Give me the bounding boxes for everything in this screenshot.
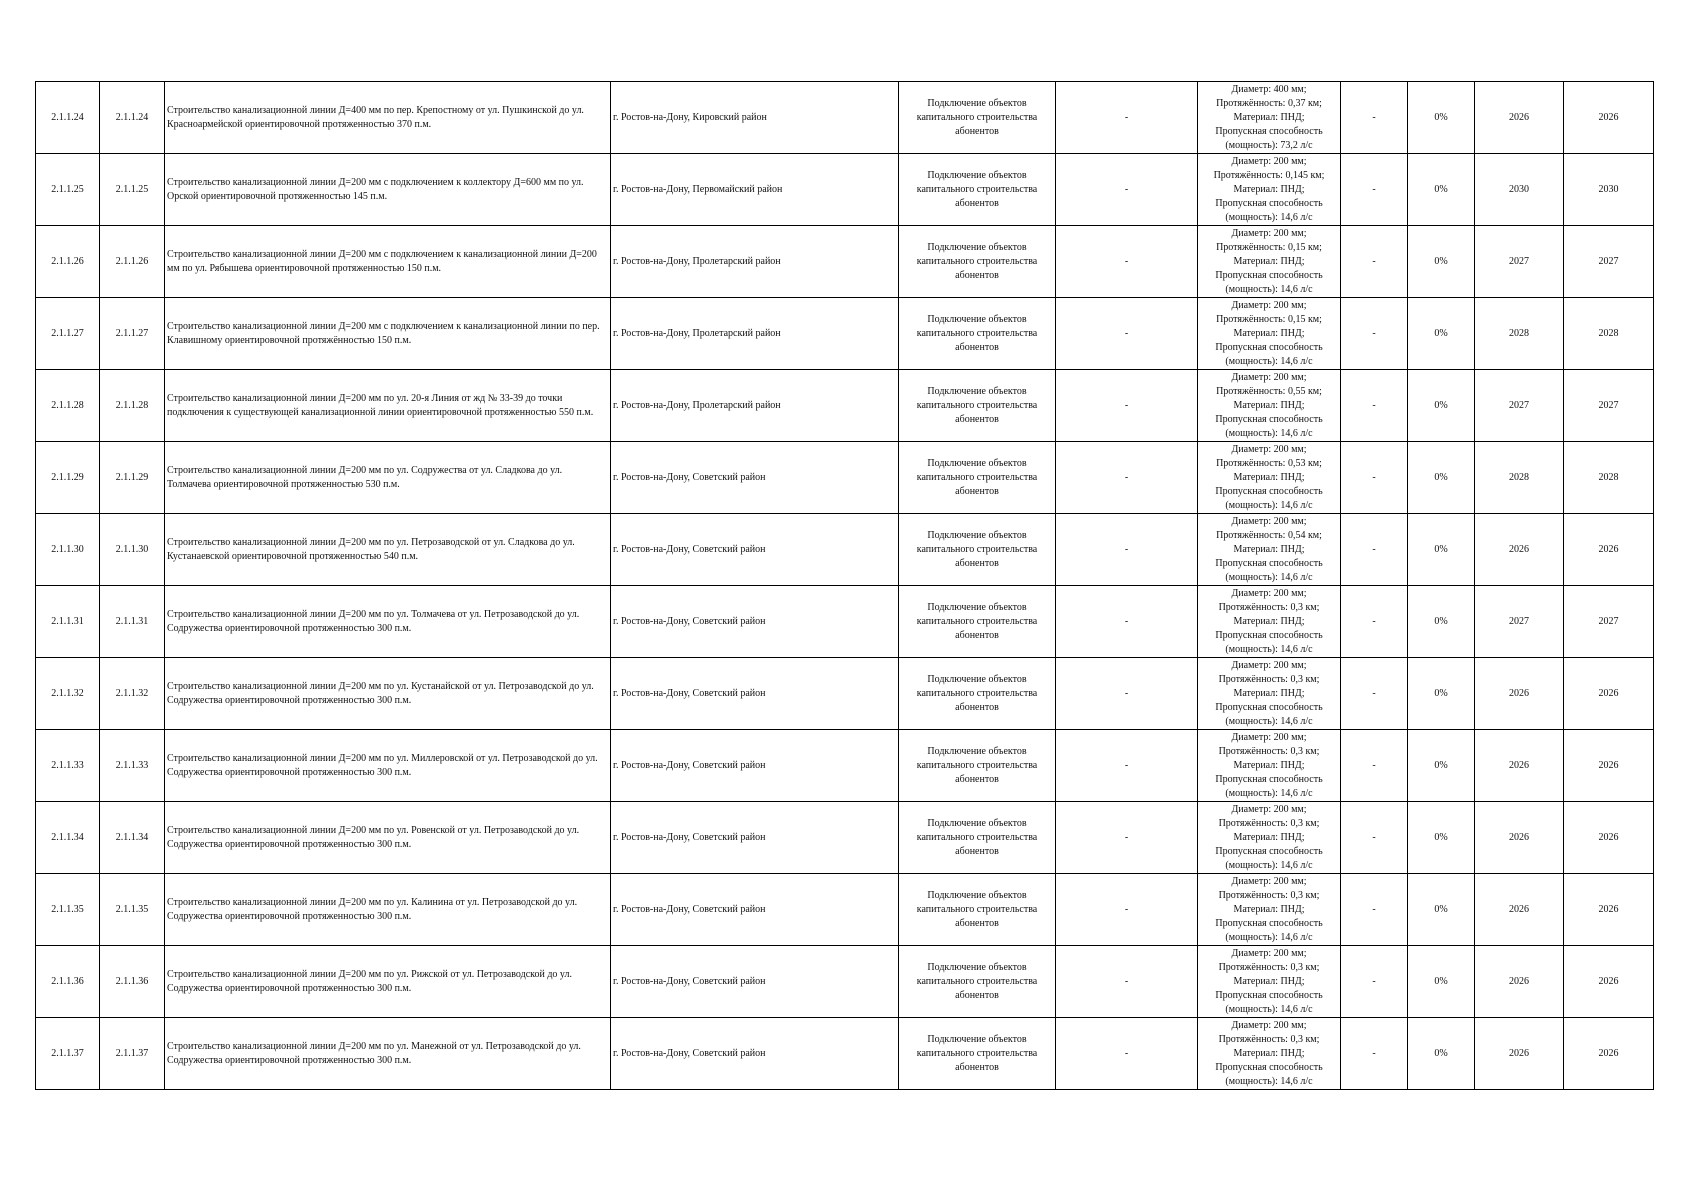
cell-number: 2.1.1.37 [36,1018,100,1090]
cell-specs [1198,874,1341,946]
cell-dash: - [1056,370,1198,442]
spec-line: Протяжённость: 0,3 км; [1218,745,1320,757]
cell-number: 2.1.1.31 [36,586,100,658]
spec-line: Протяжённость: 0,15 км; [1216,241,1322,253]
cell-location: г. Ростов-на-Дону, Советский район [611,442,899,514]
cell-location: г. Ростов-на-Дону, Кировский район [611,82,899,154]
spec-line: Материал: ПНД; [1233,327,1305,339]
cell-purpose: Подключение объектов капитального строительства абонентов [899,298,1056,370]
cell-dash: - [1056,1018,1198,1090]
cell-code: 2.1.1.28 [100,370,165,442]
spec-line: Материал: ПНД; [1233,831,1305,843]
spec-line: Диаметр: 200 мм; [1231,659,1307,671]
spec-line: Протяжённость: 0,37 км; [1216,97,1322,109]
cell-description: Строительство канализационной линии Д=200 мм по ул. Ровенской от ул. Петрозаводской до ул. Содружества ориентировочной протяженностью 300 п.м. [165,802,611,874]
cell-purpose: Подключение объектов капитального строительства абонентов [899,1018,1056,1090]
cell-location: г. Ростов-на-Дону, Пролетарский район [611,298,899,370]
cell-year-end: 2026 [1564,946,1654,1018]
spec-line: Диаметр: 200 мм; [1231,587,1307,599]
spec-line: (мощность): 14,6 л/с [1225,211,1313,223]
table-row [36,946,1654,1018]
cell-purpose: Подключение объектов капитального строительства абонентов [899,514,1056,586]
cell-location: г. Ростов-на-Дону, Пролетарский район [611,370,899,442]
cell-percent: 0% [1408,730,1475,802]
cell-location: г. Ростов-на-Дону, Советский район [611,946,899,1018]
spec-line: Диаметр: 200 мм; [1231,227,1307,239]
spec-line: (мощность): 14,6 л/с [1225,715,1313,727]
spec-line: (мощность): 14,6 л/с [1225,1003,1313,1015]
cell-dash: - [1056,586,1198,658]
spec-line: Диаметр: 200 мм; [1231,731,1307,743]
cell-code: 2.1.1.31 [100,586,165,658]
spec-line: Диаметр: 200 мм; [1231,299,1307,311]
spec-line: Пропускная способность [1215,125,1323,137]
cell-dash: - [1341,730,1408,802]
spec-line: (мощность): 14,6 л/с [1225,859,1313,871]
cell-year-end: 2027 [1564,226,1654,298]
cell-number: 2.1.1.32 [36,658,100,730]
cell-year-end: 2027 [1564,370,1654,442]
spec-line: Материал: ПНД; [1233,183,1305,195]
cell-purpose: Подключение объектов капитального строительства абонентов [899,82,1056,154]
cell-purpose: Подключение объектов капитального строительства абонентов [899,730,1056,802]
spec-line: Протяжённость: 0,3 км; [1218,817,1320,829]
spec-line: Пропускная способность [1215,557,1323,569]
spec-line: Материал: ПНД; [1233,111,1305,123]
cell-number: 2.1.1.27 [36,298,100,370]
cell-location: г. Ростов-на-Дону, Советский район [611,586,899,658]
cell-code: 2.1.1.27 [100,298,165,370]
spec-line: Пропускная способность [1215,485,1323,497]
cell-dash: - [1341,370,1408,442]
spec-line: Протяжённость: 0,3 км; [1218,601,1320,613]
cell-number: 2.1.1.26 [36,226,100,298]
cell-location: г. Ростов-на-Дону, Первомайский район [611,154,899,226]
spec-line: (мощность): 14,6 л/с [1225,355,1313,367]
cell-year-end: 2030 [1564,154,1654,226]
cell-specs [1198,658,1341,730]
spec-line: (мощность): 14,6 л/с [1225,787,1313,799]
cell-dash: - [1341,442,1408,514]
table-row [36,1018,1654,1090]
cell-year-end: 2027 [1564,586,1654,658]
cell-number: 2.1.1.33 [36,730,100,802]
cell-purpose: Подключение объектов капитального строительства абонентов [899,442,1056,514]
cell-percent: 0% [1408,154,1475,226]
cell-year-end: 2026 [1564,658,1654,730]
cell-percent: 0% [1408,298,1475,370]
table-row [36,658,1654,730]
cell-code: 2.1.1.26 [100,226,165,298]
table-row [36,298,1654,370]
cell-code: 2.1.1.33 [100,730,165,802]
spec-line: Протяжённость: 0,54 км; [1216,529,1322,541]
spec-line: Материал: ПНД; [1233,543,1305,555]
cell-percent: 0% [1408,226,1475,298]
spec-line: Протяжённость: 0,3 км; [1218,1033,1320,1045]
spec-line: (мощность): 14,6 л/с [1225,571,1313,583]
cell-specs [1198,154,1341,226]
cell-percent: 0% [1408,514,1475,586]
spec-line: Протяжённость: 0,3 км; [1218,673,1320,685]
cell-specs [1198,442,1341,514]
cell-description: Строительство канализационной линии Д=200 мм с подключением к коллектору Д=600 мм по ул. Орской ориентировочной протяженностью 145 п.м. [165,154,611,226]
cell-description: Строительство канализационной линии Д=200 мм с подключением к канализационной линии Д=200 мм по ул. Рябышева ориентировочной протяженностью 150 п.м. [165,226,611,298]
cell-specs [1198,1018,1341,1090]
cell-year-start: 2026 [1475,82,1564,154]
cell-dash: - [1341,586,1408,658]
spec-line: Протяжённость: 0,15 км; [1216,313,1322,325]
cell-code: 2.1.1.35 [100,874,165,946]
spec-line: Материал: ПНД; [1233,687,1305,699]
cell-dash: - [1056,514,1198,586]
cell-code: 2.1.1.32 [100,658,165,730]
cell-number: 2.1.1.34 [36,802,100,874]
spec-line: Протяжённость: 0,53 км; [1216,457,1322,469]
cell-location: г. Ростов-на-Дону, Советский район [611,730,899,802]
cell-dash: - [1056,154,1198,226]
spec-line: (мощность): 14,6 л/с [1225,1075,1313,1087]
spec-line: Пропускная способность [1215,269,1323,281]
cell-percent: 0% [1408,802,1475,874]
cell-description: Строительство канализационной линии Д=200 мм по ул. Содружества от ул. Сладкова до ул. Толмачева ориентировочной протяженностью 530 п.м. [165,442,611,514]
cell-purpose: Подключение объектов капитального строительства абонентов [899,154,1056,226]
table-row [36,802,1654,874]
cell-percent: 0% [1408,442,1475,514]
cell-year-end: 2028 [1564,298,1654,370]
spec-line: Протяжённость: 0,3 км; [1218,889,1320,901]
spec-line: Диаметр: 200 мм; [1231,947,1307,959]
spec-line: Диаметр: 200 мм; [1231,875,1307,887]
cell-year-end: 2026 [1564,82,1654,154]
cell-percent: 0% [1408,658,1475,730]
cell-location: г. Ростов-на-Дону, Советский район [611,802,899,874]
cell-year-start: 2026 [1475,730,1564,802]
spec-line: Пропускная способность [1215,629,1323,641]
cell-dash: - [1341,514,1408,586]
cell-description: Строительство канализационной линии Д=200 мм по ул. Толмачева от ул. Петрозаводской до ул. Содружества ориентировочной протяженностью 300 п.м. [165,586,611,658]
spec-line: Пропускная способность [1215,845,1323,857]
cell-purpose: Подключение объектов капитального строительства абонентов [899,946,1056,1018]
cell-number: 2.1.1.35 [36,874,100,946]
cell-year-start: 2026 [1475,658,1564,730]
cell-number: 2.1.1.24 [36,82,100,154]
cell-purpose: Подключение объектов капитального строительства абонентов [899,802,1056,874]
spec-line: (мощность): 14,6 л/с [1225,931,1313,943]
spec-line: Протяжённость: 0,55 км; [1216,385,1322,397]
spec-line: Протяжённость: 0,3 км; [1218,961,1320,973]
table-row [36,226,1654,298]
spec-line: Материал: ПНД; [1233,255,1305,267]
cell-specs [1198,514,1341,586]
cell-location: г. Ростов-на-Дону, Советский район [611,658,899,730]
cell-purpose: Подключение объектов капитального строительства абонентов [899,370,1056,442]
spec-line: Пропускная способность [1215,341,1323,353]
cell-dash: - [1056,298,1198,370]
cell-number: 2.1.1.30 [36,514,100,586]
table-row [36,586,1654,658]
cell-year-end: 2028 [1564,442,1654,514]
cell-purpose: Подключение объектов капитального строительства абонентов [899,874,1056,946]
cell-code: 2.1.1.34 [100,802,165,874]
spec-line: Материал: ПНД; [1233,759,1305,771]
cell-purpose: Подключение объектов капитального строительства абонентов [899,658,1056,730]
cell-year-start: 2027 [1475,586,1564,658]
cell-percent: 0% [1408,1018,1475,1090]
cell-specs [1198,226,1341,298]
cell-code: 2.1.1.25 [100,154,165,226]
cell-location: г. Ростов-на-Дону, Советский район [611,514,899,586]
cell-dash: - [1056,442,1198,514]
cell-percent: 0% [1408,370,1475,442]
spec-line: Пропускная способность [1215,701,1323,713]
cell-purpose: Подключение объектов капитального строительства абонентов [899,226,1056,298]
spec-line: Материал: ПНД; [1233,1047,1305,1059]
spec-line: Диаметр: 200 мм; [1231,155,1307,167]
spec-line: Пропускная способность [1215,1061,1323,1073]
spec-line: (мощность): 14,6 л/с [1225,499,1313,511]
cell-description: Строительство канализационной линии Д=400 мм по пер. Крепостному от ул. Пушкинской до ул. Красноармейской ориентировочной протяженностью 370 п.м. [165,82,611,154]
table-row [36,82,1654,154]
cell-location: г. Ростов-на-Дону, Советский район [611,1018,899,1090]
cell-specs [1198,298,1341,370]
spec-line: (мощность): 14,6 л/с [1225,427,1313,439]
cell-number: 2.1.1.25 [36,154,100,226]
spec-line: Материал: ПНД; [1233,975,1305,987]
table-row [36,730,1654,802]
spec-line: Материал: ПНД; [1233,399,1305,411]
cell-specs [1198,946,1341,1018]
cell-specs [1198,730,1341,802]
cell-percent: 0% [1408,586,1475,658]
cell-year-end: 2026 [1564,874,1654,946]
cell-code: 2.1.1.30 [100,514,165,586]
cell-description: Строительство канализационной линии Д=200 мм по ул. Петрозаводской от ул. Сладкова до ул. Кустанаевской ориентировочной протяженностью 540 п.м. [165,514,611,586]
spec-line: Пропускная способность [1215,917,1323,929]
spec-line: (мощность): 14,6 л/с [1225,643,1313,655]
cell-dash: - [1056,226,1198,298]
cell-specs [1198,586,1341,658]
cell-dash: - [1056,730,1198,802]
cell-year-start: 2026 [1475,514,1564,586]
cell-dash: - [1341,802,1408,874]
cell-year-end: 2026 [1564,802,1654,874]
spec-line: Пропускная способность [1215,413,1323,425]
spec-line: Диаметр: 200 мм; [1231,371,1307,383]
cell-dash: - [1341,298,1408,370]
cell-description: Строительство канализационной линии Д=200 мм по ул. 20-я Линия от жд № 33-39 до точки подключения к существующей канализационной линии ориентировочной протяженностью 550 п.м. [165,370,611,442]
cell-year-start: 2026 [1475,802,1564,874]
cell-year-end: 2026 [1564,730,1654,802]
cell-code: 2.1.1.36 [100,946,165,1018]
spec-line: Диаметр: 400 мм; [1231,83,1307,95]
cell-percent: 0% [1408,82,1475,154]
cell-dash: - [1341,226,1408,298]
cell-specs [1198,370,1341,442]
cell-dash: - [1341,874,1408,946]
cell-specs [1198,82,1341,154]
spec-line: (мощность): 73,2 л/с [1225,139,1313,151]
spec-line: Диаметр: 200 мм; [1231,1019,1307,1031]
cell-description: Строительство канализационной линии Д=200 мм по ул. Рижской от ул. Петрозаводской до ул. Содружества ориентировочной протяженностью 300 п.м. [165,946,611,1018]
spec-line: Диаметр: 200 мм; [1231,515,1307,527]
cell-purpose: Подключение объектов капитального строительства абонентов [899,586,1056,658]
cell-description: Строительство канализационной линии Д=200 мм по ул. Миллеровской от ул. Петрозаводской до ул. Содружества ориентировочной протяженностью 300 п.м. [165,730,611,802]
cell-year-start: 2026 [1475,1018,1564,1090]
cell-specs [1198,802,1341,874]
cell-code: 2.1.1.24 [100,82,165,154]
cell-description: Строительство канализационной линии Д=200 мм с подключением к канализационной линии по пер. Клавишному ориентировочной протяжённостью 150 п.м. [165,298,611,370]
spec-line: Диаметр: 200 мм; [1231,803,1307,815]
cell-dash: - [1056,874,1198,946]
cell-percent: 0% [1408,874,1475,946]
cell-dash: - [1056,802,1198,874]
cell-year-start: 2030 [1475,154,1564,226]
cell-location: г. Ростов-на-Дону, Пролетарский район [611,226,899,298]
spec-line: Диаметр: 200 мм; [1231,443,1307,455]
cell-code: 2.1.1.29 [100,442,165,514]
projects-table [35,81,1654,1090]
table-row [36,370,1654,442]
spec-line: (мощность): 14,6 л/с [1225,283,1313,295]
cell-number: 2.1.1.36 [36,946,100,1018]
cell-dash: - [1056,946,1198,1018]
cell-description: Строительство канализационной линии Д=200 мм по ул. Калинина от ул. Петрозаводской до ул. Содружества ориентировочной протяженностью 300 п.м. [165,874,611,946]
cell-year-start: 2027 [1475,226,1564,298]
cell-dash: - [1341,1018,1408,1090]
spec-line: Протяжённость: 0,145 км; [1213,169,1325,181]
cell-number: 2.1.1.28 [36,370,100,442]
cell-dash: - [1341,82,1408,154]
table-row [36,874,1654,946]
spec-line: Материал: ПНД; [1233,471,1305,483]
cell-number: 2.1.1.29 [36,442,100,514]
cell-location: г. Ростов-на-Дону, Советский район [611,874,899,946]
spec-line: Пропускная способность [1215,197,1323,209]
cell-dash: - [1341,154,1408,226]
table-row [36,514,1654,586]
cell-year-start: 2028 [1475,442,1564,514]
table-row [36,442,1654,514]
cell-dash: - [1056,658,1198,730]
cell-dash: - [1341,658,1408,730]
cell-dash: - [1056,82,1198,154]
table-row [36,154,1654,226]
cell-year-start: 2026 [1475,946,1564,1018]
cell-year-start: 2027 [1475,370,1564,442]
cell-description: Строительство канализационной линии Д=200 мм по ул. Манежной от ул. Петрозаводской до ул. Содружества ориентировочной протяженностью 300 п.м. [165,1018,611,1090]
spec-line: Пропускная способность [1215,989,1323,1001]
cell-percent: 0% [1408,946,1475,1018]
cell-year-end: 2026 [1564,514,1654,586]
spec-line: Материал: ПНД; [1233,903,1305,915]
spec-line: Пропускная способность [1215,773,1323,785]
cell-year-end: 2026 [1564,1018,1654,1090]
cell-description: Строительство канализационной линии Д=200 мм по ул. Кустанайской от ул. Петрозаводской до ул. Содружества ориентировочной протяженностью 300 п.м. [165,658,611,730]
cell-year-start: 2026 [1475,874,1564,946]
cell-code: 2.1.1.37 [100,1018,165,1090]
cell-dash: - [1341,946,1408,1018]
cell-year-start: 2028 [1475,298,1564,370]
spec-line: Материал: ПНД; [1233,615,1305,627]
